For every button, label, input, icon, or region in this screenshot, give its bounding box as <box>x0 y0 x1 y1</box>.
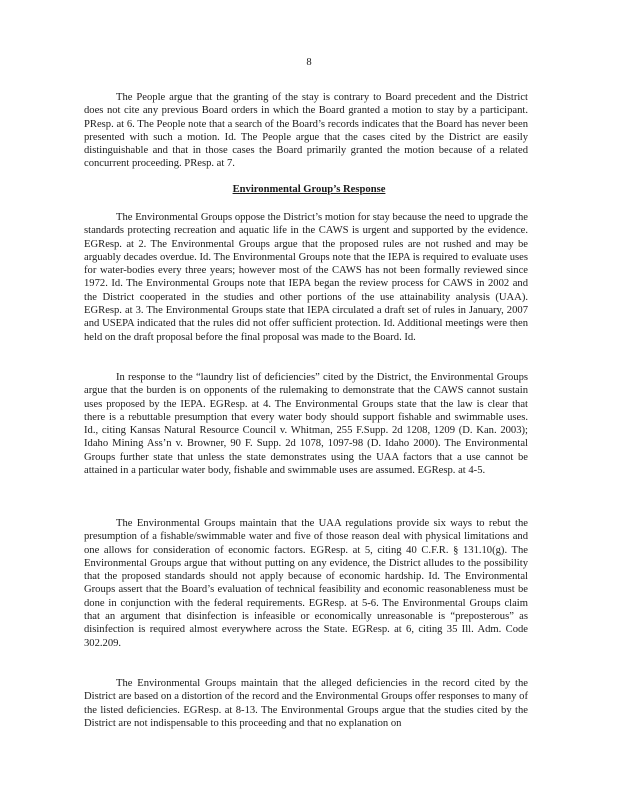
paragraph-environmental-groups-oppose <box>84 211 528 344</box>
paragraph-alleged-deficiencies <box>84 677 528 730</box>
page-number: 8 <box>306 57 312 68</box>
paragraph-laundry-list <box>84 371 528 477</box>
section-heading: Environmental Group’s Response <box>232 184 386 195</box>
paragraph-text: The Environmental Groups maintain that the UAA regulations provide six ways to rebut the presumption of a fishable/swimmable water and five of those reason deal with physical limitations and one allows for consideration of economic factors. EGResp. at 5, citing 40 C.F.R. § 131.10(g). The Environmental Groups argue that without putting on any evidence, the District alludes to the possibility that the proposed standards should not apply because of economic hardship. Id. The Environmental Groups assert that the Board’s evaluation of technical feasibility and economic reasonableness must be done in conjunction with the federal requirements. EGResp. at 5-6. The Environmental Groups claim that an argument that disinfection is infeasible or economically unreasonable is “preposterous” as disinfection is required almost everywhere across the State. EGResp. at 6, citing 35 Ill. Adm. Code 302.209. <box>84 518 528 649</box>
paragraph-people-argument <box>84 91 528 171</box>
paragraph-text: The Environmental Groups oppose the District’s motion for stay because the need to upgrade the standards protecting recreation and aquatic life in the CAWS is urgent and supported by the evidence. EGResp. at 2. The Environmental Groups argue that the proposed rules are not rushed and may be arguably decades overdue. Id. The Environmental Groups note that the IEPA is required to evaluate uses for water-bodies every three years; however most of the CAWS has not been formally reviewed since 1972. Id. The Environmental Groups note that IEPA began the review process for CAWS in 2002 and the District cooperated in the studies and other portions of the use attainability analysis (UAA). EGResp. at 3. The Environmental Groups state that IEPA circulated a draft set of rules in January, 2007 and USEPA indicated that the rules did not offer sufficient protection. Id. Additional meetings were then held on the draft proposal before the final proposal was made to the Board. Id. <box>84 212 528 343</box>
paragraph-text: In response to the “laundry list of deficiencies” cited by the District, the Environmental Groups argue that the burden is on opponents of the rulemaking to demonstrate that the CAWS cannot sustain uses proposed by the IEPA. EGResp. at 4. The Environmental Groups state that the law is clear that there is a rebuttable presumption that every water body should support fishable and swimmable uses. Id., citing Kansas Natural Resource Council v. Whitman, 255 F.Supp. 2d 1208, 1209 (D. Kan. 2003); Idaho Mining Ass’n v. Browner, 90 F. Supp. 2d 1078, 1097-98 (D. Idaho 2000). The Environmental Groups further state that unless the state demonstrates using the UAA factors that a use cannot be attained in a particular water body, fishable and swimmable uses are assumed. EGResp. at 4-5. <box>84 372 528 477</box>
paragraph-text: The Environmental Groups maintain that the alleged deficiencies in the record cited by the District are based on a distortion of the record and the Environmental Groups offer responses to many of the listed deficiencies. EGResp. at 8-13. The Environmental Groups argue that the studies cited by the District are not indispensable to this proceeding and that no explanation on <box>84 678 528 729</box>
paragraph-text: The People argue that the granting of the stay is contrary to Board precedent and the District does not cite any previous Board orders in which the Board granted a motion to stay by a participant. PResp. at 6. The People note that a search of the Board’s records indicates that the Board has never been presented with such a motion. Id. The People argue that the cases cited by the District are easily distinguishable and that in those cases the Board primarily granted the motion because of a related concurrent proceeding. PResp. at 7. <box>84 92 528 170</box>
paragraph-uaa-regulations <box>84 517 528 650</box>
